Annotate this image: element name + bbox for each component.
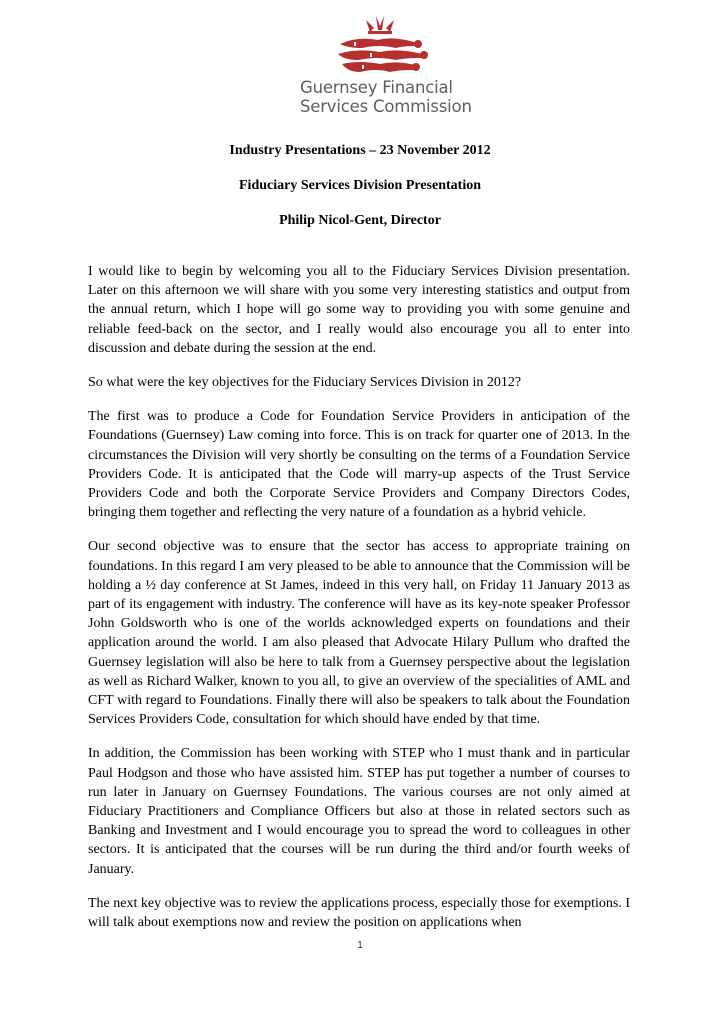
document-subtitle: Fiduciary Services Division Presentation — [239, 178, 481, 193]
paragraph-step-courses: In addition, the Commission has been working with STEP who I must thank and in particular Paul Hodgson and those who have assisted him. STEP has put together a number of courses to run later in January on Guernsey Foundations. The various courses are not only aimed at Fiduciary Practitioners and Compliance Officers but also at those in related sectors such as Banking and Investment and I would encourage you to spread the word to colleagues in other sectors. It is anticipated that the courses will be run during the third and/or fourth weeks of January. — [88, 746, 630, 877]
logo-wordmark — [300, 78, 472, 116]
paragraph-second-objective: Our second objective was to ensure that the sector has access to appropriate training on foundations. In this regard I am very pleased to be able to announce that the Commission will be holding a ½ day conference at St James, indeed in this very hall, on Friday 11 January 2013 as part of its engagement with industry. The conference will have as its key-note speaker Professor John Goldsworth who is one of the worlds acknowledged experts on foundations and their application around the world. I am also pleased that Advocate Hilary Pullum who drafted the Guernsey legislation will also be here to talk from a Guernsey perspective about the legislation as well as Richard Walker, known to you all, to give an overview of the specialities of AML and CFT with regard to Foundations. Finally there will also be speakers to talk about the Foundation Services Providers Code, consultation for which should have ended by that time. — [88, 539, 630, 728]
paragraph-applications: The next key objective was to review the applications process, especially those for exemptions. I will talk about exemptions now and review the position on applications when — [88, 895, 630, 931]
gfsc-logo — [300, 14, 472, 124]
presenter-name: Philip Nicol-Gent, Director — [279, 213, 441, 228]
paragraph-objectives-question: So what were the key objectives for the Fiduciary Services Division in 2012? — [88, 375, 522, 391]
logo-line-1: Guernsey Financial — [300, 78, 453, 97]
paragraph-first-objective: The first was to produce a Code for Foundation Service Providers in anticipation of the Foundations (Guernsey) Law coming into force. This is on track for quarter one of 2013. In the circumstances the Division will very shortly be consulting on the terms of a Foundation Service Providers Code. It is anticipated that the Code will marry-up aspects of the Trust Service Providers Code and both the Corporate Service Providers and Company Directors Codes, bringing them together and reflecting the very nature of a foundation as a hybrid vehicle. — [88, 409, 630, 521]
logo-line-2: Services Commission — [300, 97, 472, 116]
speech-body — [88, 262, 630, 947]
document-title: Industry Presentations – 23 November 2012 — [229, 143, 491, 158]
page-number: 1 — [357, 940, 363, 951]
lion-crest-icon — [318, 14, 442, 78]
paragraph-welcome: I would like to begin by welcoming you all to the Fiduciary Services Division presentation. Later on this afternoon we will share with you some very interesting statistics and output from the annual return, which I hope will go some way to providing you with some genuine and reliable feed-back on the sector, and I really would also encourage you all to enter into discussion and debate during the session at the end. — [88, 264, 630, 356]
